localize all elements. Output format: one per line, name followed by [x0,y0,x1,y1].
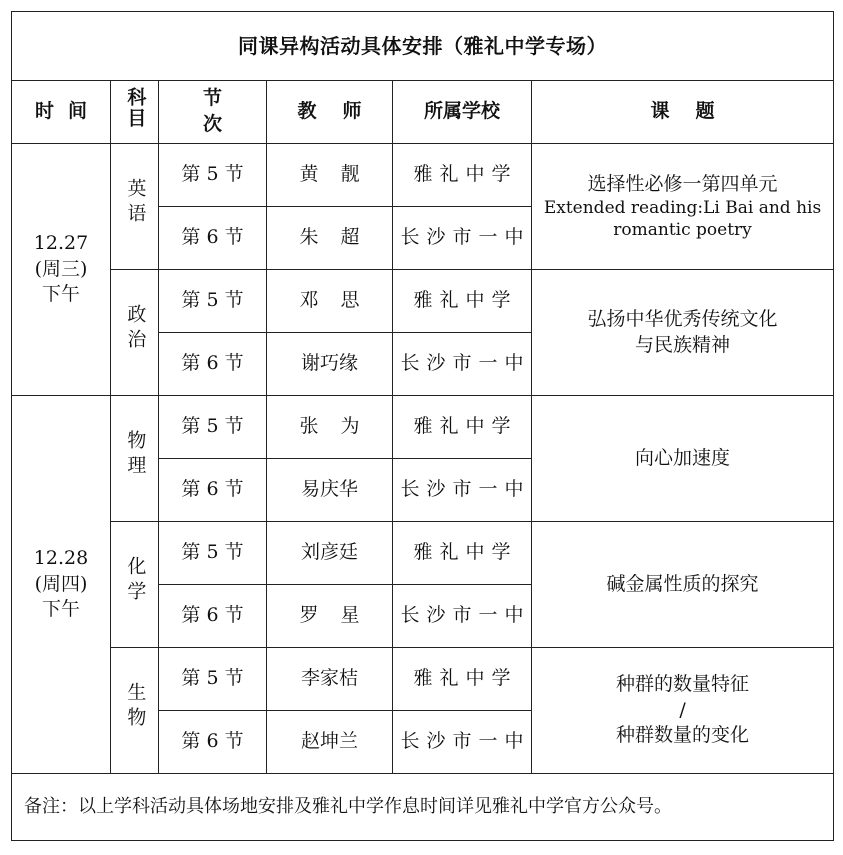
school-cell: 长沙市一中 [393,711,532,774]
subject-physics [111,396,159,522]
school-cell: 长沙市一中 [393,585,532,648]
topic-line: / [679,698,686,721]
header-period: 节次 [159,81,267,144]
subject-name: 生物 [124,681,147,732]
date-text: 12.27 [33,232,89,255]
period-cell: 第 5 节 [159,648,267,711]
header-teacher: 教师 [267,81,393,144]
school-cell: 雅礼中学 [393,144,532,207]
teacher-cell: 黄靓 [267,144,393,207]
half-day-text: 下午 [41,598,80,621]
school-cell: 长沙市一中 [393,207,532,270]
date-cell-1228 [12,396,111,774]
subject-biology [111,648,159,774]
period-cell: 第 6 节 [159,207,267,270]
topic-line: 与民族精神 [635,333,731,356]
table-row [12,396,834,459]
topic-politics [532,270,834,396]
header-subject [111,81,159,144]
subject-name: 英语 [124,177,147,228]
header-subject-text: 科目 [124,87,147,130]
subject-name: 化学 [124,555,147,606]
school-cell: 雅礼中学 [393,270,532,333]
subject-chemistry [111,522,159,648]
teacher-cell: 李家桔 [267,648,393,711]
topic-line: 弘扬中华优秀传统文化 [587,307,778,330]
topic-physics: 向心加速度 [532,396,834,522]
teacher-cell: 邓思 [267,270,393,333]
topic-line: 种群数量的变化 [616,724,750,747]
date-cell-1227 [12,144,111,396]
table-title: 同课异构活动具体安排（雅礼中学专场） [12,12,834,81]
school-cell: 雅礼中学 [393,522,532,585]
teacher-cell: 张为 [267,396,393,459]
period-cell: 第 5 节 [159,144,267,207]
teacher-cell: 赵坤兰 [267,711,393,774]
header-time: 时间 [12,81,111,144]
date-text: 12.28 [33,547,89,570]
topic-line: 种群的数量特征 [616,673,750,696]
school-cell: 雅礼中学 [393,396,532,459]
teacher-cell: 易庆华 [267,459,393,522]
weekday-text: (周三) [34,257,88,280]
subject-name: 政治 [124,303,147,354]
schedule-table [11,11,834,841]
subject-politics [111,270,159,396]
school-cell: 长沙市一中 [393,459,532,522]
school-cell: 雅礼中学 [393,648,532,711]
subject-english [111,144,159,270]
topic-line: 选择性必修一第四单元 [587,172,778,195]
topic-english [532,144,834,270]
half-day-text: 下午 [41,283,80,306]
topic-chemistry: 碱金属性质的探究 [532,522,834,648]
period-cell: 第 5 节 [159,270,267,333]
footnote: 备注：以上学科活动具体场地安排及雅礼中学作息时间详见雅礼中学官方公众号。 [12,774,834,841]
teacher-cell: 谢巧缘 [267,333,393,396]
school-cell: 长沙市一中 [393,333,532,396]
teacher-cell: 朱超 [267,207,393,270]
period-cell: 第 5 节 [159,396,267,459]
header-school: 所属学校 [393,81,532,144]
table-row [12,648,834,711]
topic-biology [532,648,834,774]
topic-line-en: Extended reading:Li Bai and his romantic poetry [543,198,822,241]
header-topic: 课题 [532,81,834,144]
period-cell: 第 6 节 [159,459,267,522]
teacher-cell: 刘彦廷 [267,522,393,585]
period-cell: 第 5 节 [159,522,267,585]
period-cell: 第 6 节 [159,585,267,648]
header-row [12,81,834,144]
period-cell: 第 6 节 [159,333,267,396]
weekday-text: (周四) [34,572,88,595]
table-row [12,270,834,333]
table-row [12,522,834,585]
teacher-cell: 罗星 [267,585,393,648]
table-row [12,144,834,207]
period-cell: 第 6 节 [159,711,267,774]
schedule-document [11,11,834,841]
subject-name: 物理 [124,429,147,480]
